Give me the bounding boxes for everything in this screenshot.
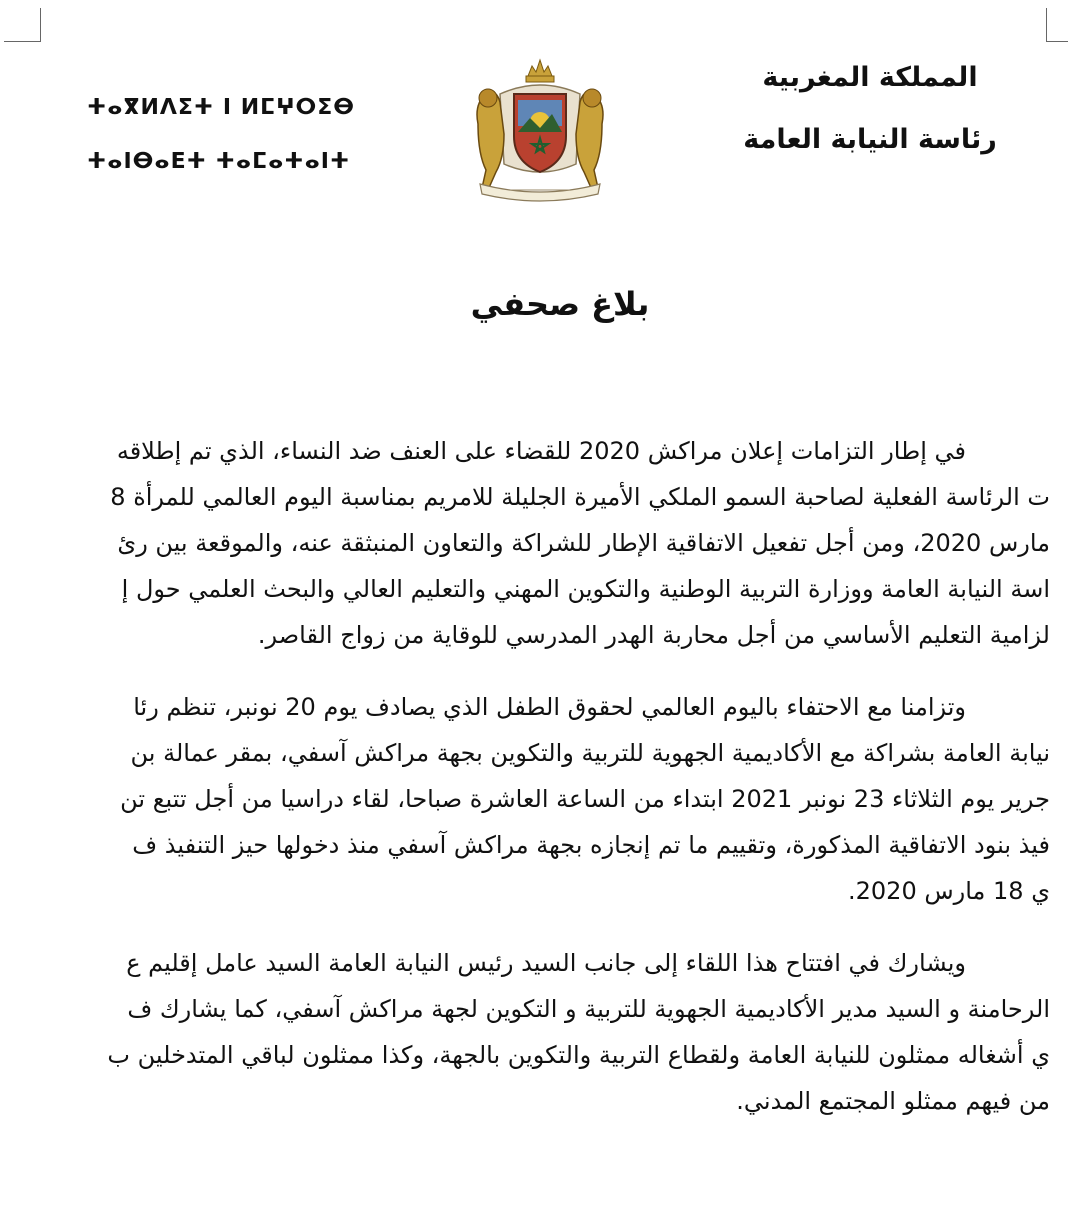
arabic-letterhead [740, 62, 1000, 164]
text-line: جرير يوم الثلاثاء 23 نونبر 2021 ابتداء من الساعة العاشرة صباحا، لقاء دراسيا من أجل تتبع تن [120, 785, 1050, 813]
text-line: وتزامنا مع الاحتفاء باليوم العالمي لحقوق الطفل الذي يصادف يوم 20 نونبر، تنظم رئا [133, 693, 966, 721]
crop-mark-top-right [1046, 8, 1068, 42]
text-line: الرحامنة و السيد مدير الأكاديمية الجهوية للتربية و التكوين لجهة مراكش آسفي، كما يشارك ف [127, 995, 1050, 1023]
text-line: ي 18 مارس 2020. [848, 877, 1050, 905]
paragraph-2 [40, 684, 1050, 914]
crop-mark-top-left [4, 8, 41, 42]
text-line: نيابة العامة بشراكة مع الأكاديمية الجهوية للتربية والتكوين بجهة مراكش آسفي، بمقر عمالة بن [130, 739, 1050, 767]
text-line: مارس 2020، ومن أجل تفعيل الاتفاقية الإطار للشراكة والتعاون المنبثقة عنه، والموقعة بين رئ [117, 529, 1050, 557]
text-line: لزامية التعليم الأساسي من أجل محاربة الهدر المدرسي للوقاية من زواج القاصر. [257, 621, 1050, 649]
text-line: ويشارك في افتتاح هذا اللقاء إلى جانب السيد رئيس النيابة العامة السيد عامل إقليم ع [126, 949, 966, 977]
coat-of-arms-icon [460, 54, 620, 202]
text-line: فيذ بنود الاتفاقية المذكورة، وتقييم ما تم إنجازه بجهة مراكش آسفي منذ دخولها حيز التنفيذ ف [132, 831, 1050, 859]
text-line: ت الرئاسة الفعلية لصاحبة السمو الملكي الأميرة الجليلة للامريم بمناسبة اليوم العالمي للمرأة 8 [110, 483, 1050, 511]
paragraph-3 [40, 940, 1050, 1124]
kingdom-name-tifinagh: ⵜⴰⴳⵍⴷⵉⵜ ⵏ ⵍⵎⵖⵔⵉⴱ [87, 95, 356, 120]
text-line: في إطار التزامات إعلان مراكش 2020 للقضاء على العنف ضد النساء، الذي تم إطلاقه [116, 437, 966, 465]
kingdom-name-arabic: المملكة المغربية [762, 62, 978, 93]
press-release-title: بلاغ صحفي [470, 285, 650, 323]
office-name-tifinagh: ⵜⴰⵏⴱⴰⴹⵜ ⵜⴰⵎⴰⵜⴰⵏⵜ [87, 149, 351, 174]
press-release-body [40, 428, 1050, 1124]
text-line: ي أشغاله ممثلون للنيابة العامة ولقطاع التربية والتكوين بالجهة، وكذا ممثلون لباقي المتدخلين ب [107, 1041, 1050, 1069]
office-name-arabic: رئاسة النيابة العامة [743, 124, 997, 155]
paragraph-1 [40, 428, 1050, 658]
text-line: من فيهم ممثلو المجتمع المدني. [736, 1087, 1050, 1115]
text-line: اسة النيابة العامة ووزارة التربية الوطنية والتكوين المهني والتعليم العالي والبحث العلمي حول إ [121, 575, 1050, 603]
